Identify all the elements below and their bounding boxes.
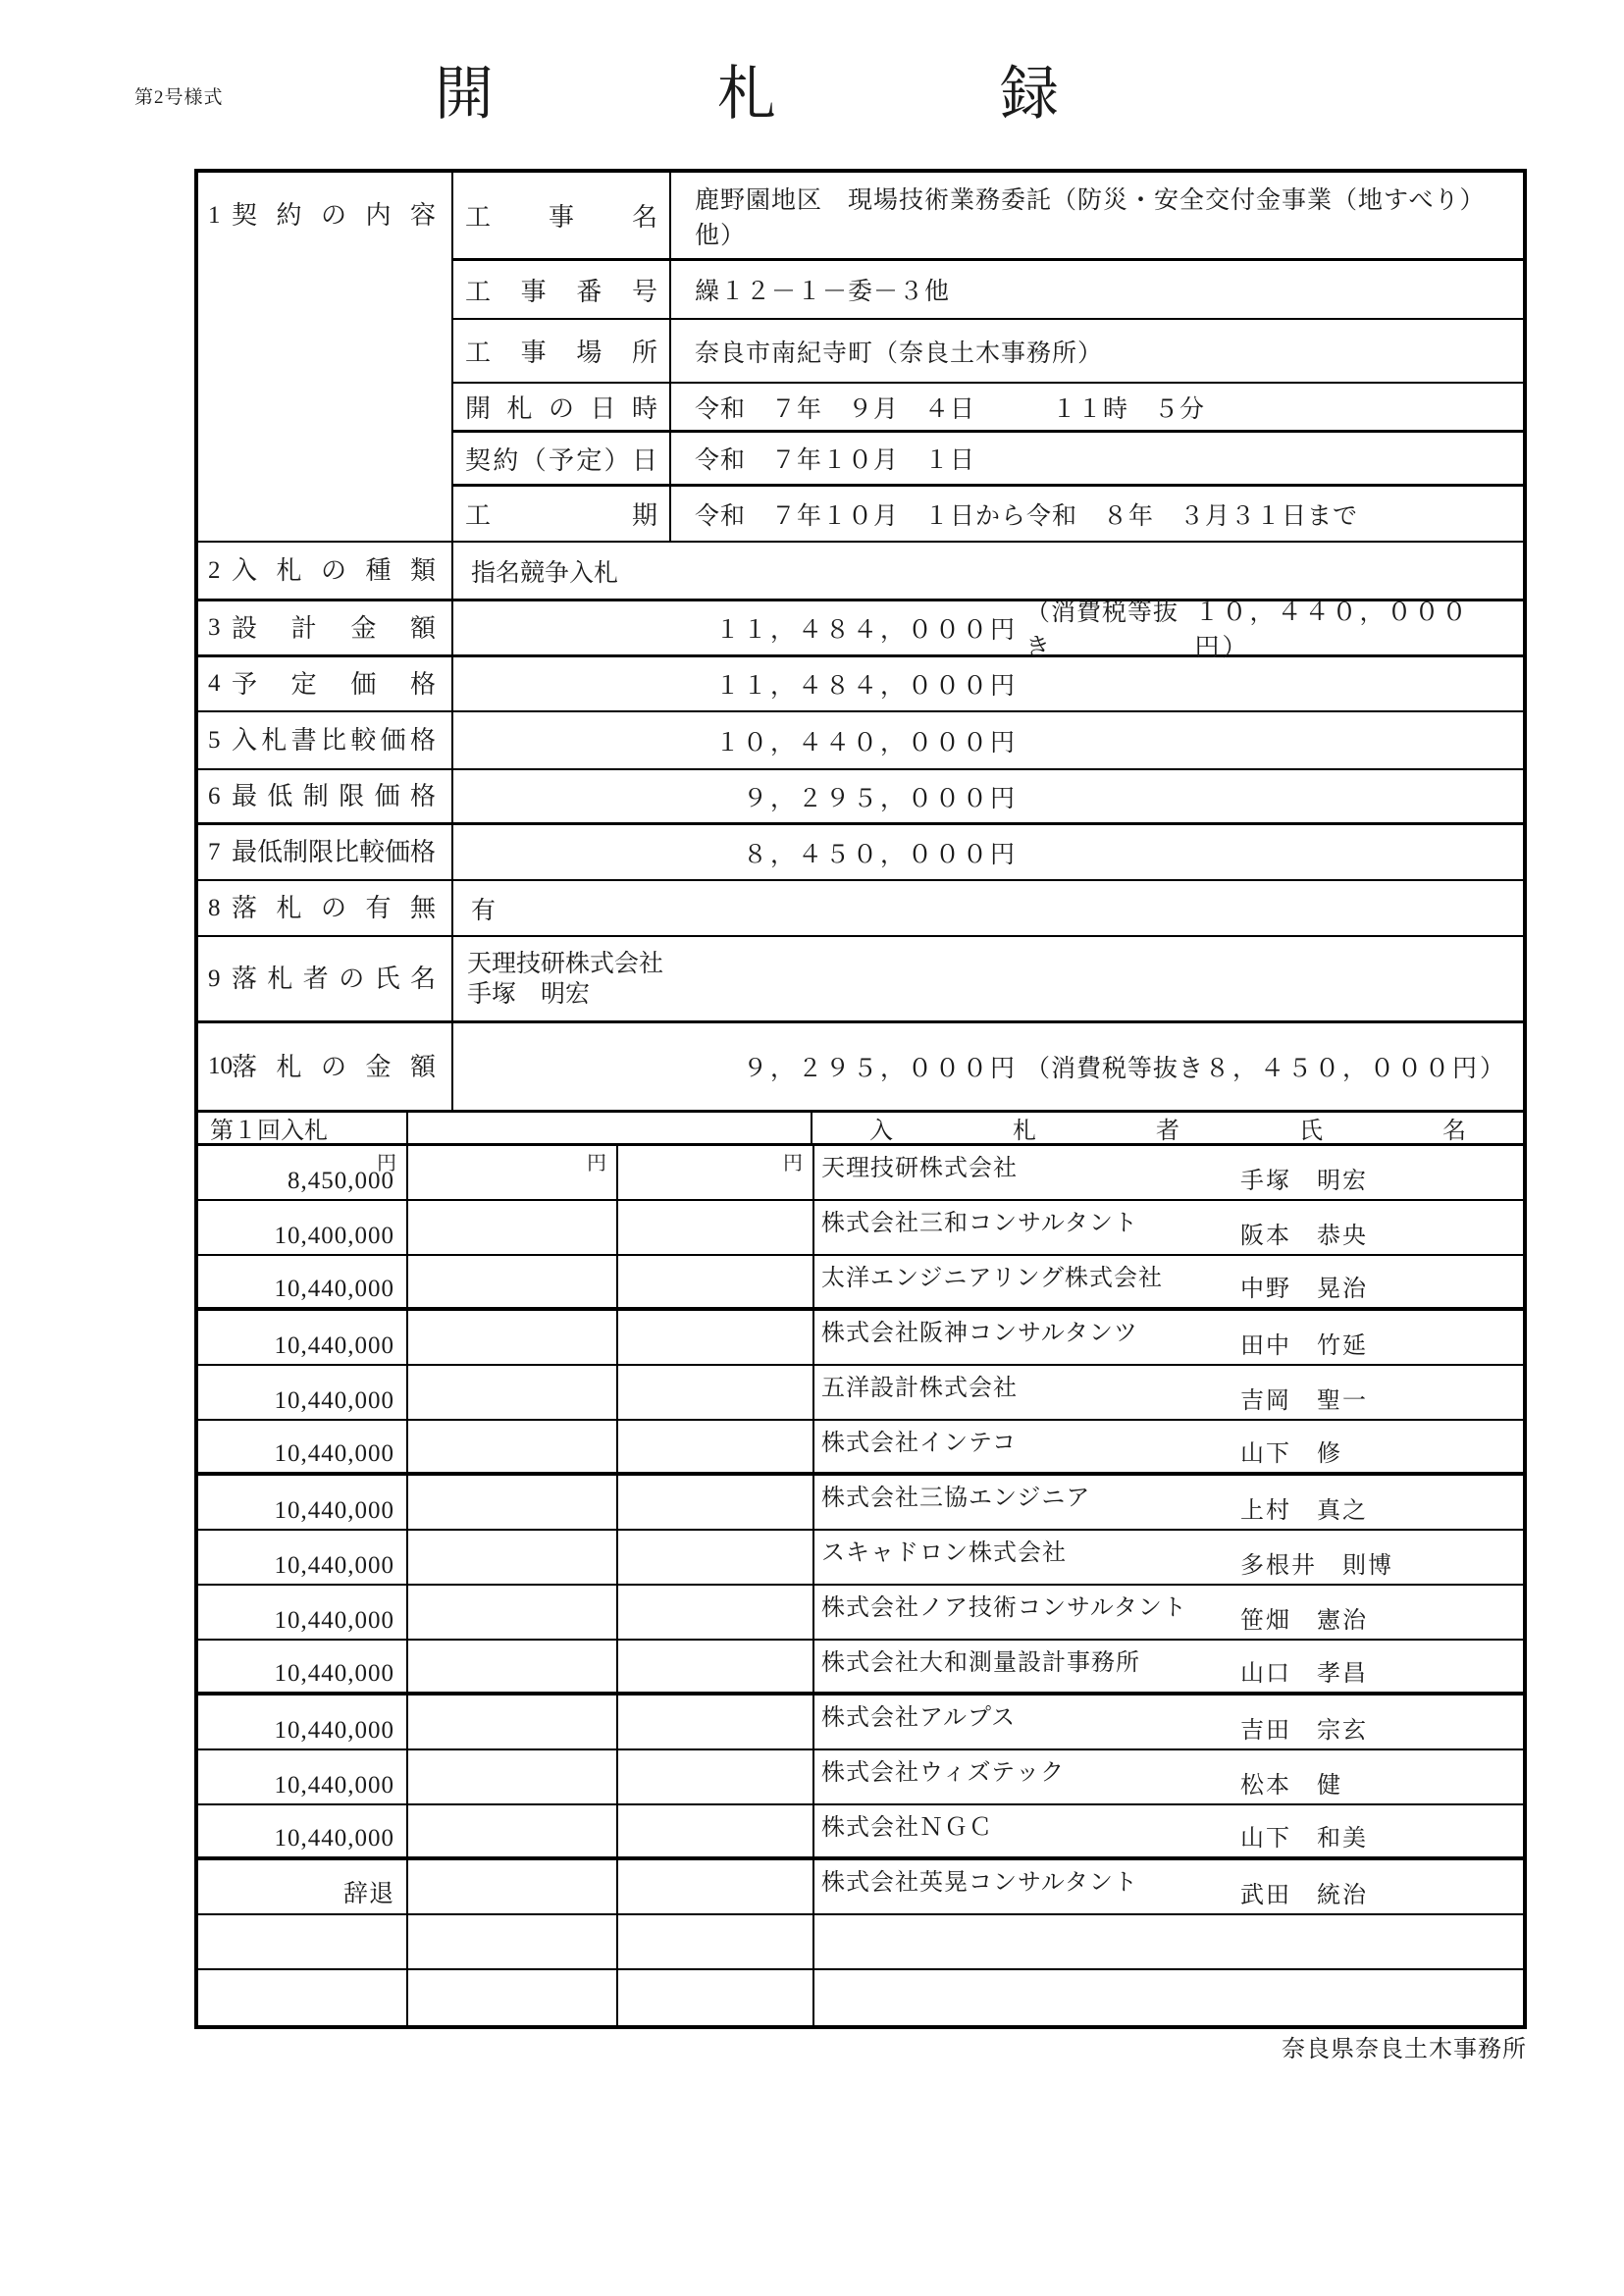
contract-date-row (453, 433, 1523, 487)
bidder-cell (814, 1476, 1523, 1529)
award-amount-label-cell (198, 1023, 453, 1110)
bidder-company: 株式会社英晃コンサルタント (821, 1870, 1138, 1896)
sub-label: 工事名 (465, 203, 657, 232)
row-label: 落札の有無 (232, 894, 436, 922)
bidder-company: 株式会社大和測量設計事務所 (821, 1650, 1140, 1676)
row-number: 3 (208, 614, 221, 641)
row-label: 落札者の氏名 (232, 965, 436, 993)
bid-amount-cell-2 (408, 1860, 618, 1913)
bid-row-withdrawn (198, 1860, 1523, 1915)
row-label: 予定価格 (232, 669, 436, 699)
sub-label: 開札の日時 (465, 394, 657, 423)
bid-amount-cell-2 (408, 1750, 618, 1803)
contract-sub-rows (453, 173, 1523, 541)
bid-amount-cell-3 (618, 1256, 814, 1307)
bid-amount: 10,440,000 (274, 1276, 394, 1302)
record-table (194, 169, 1527, 2029)
sub-label: 工事場所 (465, 339, 657, 367)
bid-amount: 8,450,000 (288, 1168, 394, 1194)
bid-type-label-cell (198, 543, 453, 599)
bid-amount: 10,440,000 (274, 1387, 394, 1414)
bidder-company: スキャドロン株式会社 (821, 1540, 1067, 1566)
bid-amount-cell-2 (408, 1146, 618, 1199)
winner-company: 天理技研株式会社 (467, 950, 664, 977)
contract-date-label (453, 433, 671, 484)
planned-price-row (198, 657, 1523, 712)
work-place-value: 奈良市南紀寺町（奈良土木事務所） (695, 339, 1104, 367)
work-number-row (453, 261, 1523, 320)
winner-name-label-cell (198, 937, 453, 1020)
work-name-label (453, 173, 671, 258)
bidder-representative: 山下 修 (1240, 1441, 1342, 1467)
award-existence-label-cell (198, 881, 453, 935)
bid-row (198, 1366, 1523, 1421)
amount: ９，２９５，０００円 (742, 1056, 1018, 1082)
bidder-representative: 吉岡 聖一 (1240, 1388, 1368, 1414)
bid-amount-cell (198, 1696, 408, 1748)
planned-price-value (453, 657, 1523, 710)
work-name-value: 鹿野園地区 現場技術業務委託（防災・安全交付金事業（地すべり）他） (695, 186, 1486, 249)
minimum-limit-price-label-cell (198, 770, 453, 822)
tax-excluded-label: （消費税等抜き (1025, 600, 1179, 661)
bid-amount-cell-3 (618, 1421, 814, 1472)
bid-amount-cell (198, 1586, 408, 1639)
bid-amount-cell-2 (408, 1531, 618, 1584)
bid-amount-cell (198, 1366, 408, 1419)
bid-amount-cell (198, 1641, 408, 1692)
bidder-cell (814, 1970, 1523, 2025)
tax-excluded-amount: ８，４５０，０００円） (1204, 1056, 1507, 1082)
bid-amount-cell-3 (618, 1311, 814, 1364)
award-existence-row (198, 881, 1523, 937)
minimum-limit-price-row (198, 770, 1523, 825)
bidder-cell (814, 1531, 1523, 1584)
bid-row (198, 1531, 1523, 1586)
bidder-company: 天理技研株式会社 (821, 1156, 1018, 1181)
bid-amount-cell-2 (408, 1256, 618, 1307)
design-amount-row (198, 600, 1523, 661)
bid-amount: 10,440,000 (274, 1607, 394, 1634)
bidder-cell (814, 1696, 1523, 1748)
bid-amount-cell-2 (408, 1970, 618, 2025)
work-number-label (453, 261, 671, 318)
contract-label-cell (198, 173, 453, 541)
bidder-company: 株式会社ＮＧＣ (821, 1815, 993, 1841)
tax-excluded-label: （消費税等抜き (1025, 1056, 1205, 1082)
bid-row (198, 1750, 1523, 1805)
bid-amount-cell-2 (408, 1476, 618, 1529)
bid-amount-cell-3 (618, 1146, 814, 1199)
bids-table (198, 1110, 1523, 2025)
bid-amount: 10,440,000 (274, 1332, 394, 1359)
work-number-value: 繰１２－１－委－３他 (695, 279, 951, 305)
row-number: 8 (208, 894, 221, 921)
form-number-label: 第2号様式 (134, 87, 224, 108)
bidder-representative: 山下 和美 (1240, 1826, 1368, 1852)
sub-label: 工事番号 (465, 277, 657, 306)
bid-amount-cell-2 (408, 1311, 618, 1364)
minimum-limit-price-value (453, 770, 1523, 822)
bidder-company: 株式会社アルプス (821, 1705, 1017, 1731)
bid-amount: 10,440,000 (274, 1497, 394, 1524)
bidder-cell (814, 1586, 1523, 1639)
row-number: 1 (208, 202, 221, 229)
bid-comparison-price-row (198, 712, 1523, 770)
bid-amount-cell (198, 1531, 408, 1584)
bidder-company: 株式会社ノア技術コンサルタント (821, 1595, 1187, 1621)
bidder-name-header (812, 1113, 1523, 1143)
winner-name-value (453, 937, 1523, 1020)
bid-amount-cell-2 (408, 1696, 618, 1748)
bid-amount-cell (198, 1476, 408, 1529)
work-name-row (453, 173, 1523, 261)
bid-amount-cell-3 (618, 1366, 814, 1419)
bid-amount-cell-3 (618, 1531, 814, 1584)
bidder-cell (814, 1146, 1523, 1199)
bid-row (198, 1256, 1523, 1311)
bid-amount-cell (198, 1970, 408, 2025)
bid-row (198, 1311, 1523, 1366)
bid-amount-cell (198, 1750, 408, 1803)
bid-amount: 10,440,000 (274, 1717, 394, 1744)
row-label: 落札の金額 (232, 1052, 436, 1081)
amount: １１，４８４，０００円 (714, 617, 1018, 644)
opening-datetime-row (453, 384, 1523, 433)
page-title: 開札録 (435, 62, 1283, 127)
bid-amount-cell (198, 1146, 408, 1199)
minimum-limit-comparison-label-cell (198, 825, 453, 879)
bid-amount: 10,440,000 (274, 1440, 394, 1467)
winner-representative: 手塚 明宏 (467, 980, 591, 1008)
bidder-cell (814, 1641, 1523, 1692)
bidder-representative: 上村 真之 (1240, 1498, 1368, 1524)
minimum-limit-comparison-price-row (198, 825, 1523, 881)
bid-amount-cell-2 (408, 1366, 618, 1419)
bidder-representative: 阪本 恭央 (1240, 1224, 1368, 1249)
bidder-cell (814, 1860, 1523, 1913)
bid-amount: 10,440,000 (274, 1552, 394, 1579)
bid-amount-cell (198, 1201, 408, 1254)
bid-amount-cell-3 (618, 1860, 814, 1913)
work-place-label (453, 320, 671, 382)
bid-amount-cell-3 (618, 1915, 814, 1968)
issuing-office-label: 奈良県奈良土木事務所 (1282, 2037, 1527, 2062)
amount: １１，４８４，０００円 (714, 673, 1018, 700)
bidder-cell (814, 1201, 1523, 1254)
bid-amount-cell-3 (618, 1750, 814, 1803)
contract-date-value: 令和 ７年１０月 １日 (695, 447, 976, 474)
amount: ８，４５０，０００円 (742, 841, 1018, 868)
work-period-value: 令和 ７年１０月 １日から令和 ８年 ３月３１日まで (695, 502, 1359, 530)
bid-comparison-price-value (453, 712, 1523, 768)
withdrawn-label: 辞退 (342, 1881, 394, 1907)
row-number: 9 (208, 965, 221, 992)
bidder-representative: 松本 健 (1240, 1773, 1342, 1799)
row-label: 契約の内容 (232, 201, 436, 230)
bids-header-row (198, 1113, 1523, 1146)
bid-row-empty (198, 1970, 1523, 2025)
row-number: 5 (208, 726, 221, 754)
row-number: 7 (208, 838, 221, 865)
bidder-representative: 手塚 明宏 (1240, 1169, 1368, 1194)
bid-comparison-price-label-cell (198, 712, 453, 768)
bidder-company: 株式会社インテコ (821, 1431, 1018, 1456)
bidder-representative: 武田 統治 (1240, 1883, 1368, 1908)
bid-amount-cell (198, 1860, 408, 1913)
tax-excluded-amount: １０，４４０，０００円） (1194, 600, 1470, 661)
bid-amount: 10,440,000 (274, 1825, 394, 1852)
bid-row-empty (198, 1915, 1523, 1970)
bidder-company: 株式会社三和コンサルタント (821, 1211, 1138, 1236)
bidder-representative: 吉田 宗玄 (1240, 1718, 1368, 1744)
bidder-company: 五洋設計株式会社 (821, 1376, 1018, 1401)
contract-section (198, 173, 1523, 543)
bidder-company: 株式会社阪神コンサルタンツ (821, 1321, 1138, 1346)
bidder-cell (814, 1311, 1523, 1364)
opening-datetime-value: 令和 ７年 ９月 ４日 １１時 ５分 (695, 395, 1206, 423)
bid-amount-cell (198, 1805, 408, 1856)
award-amount-row (198, 1023, 1523, 1110)
bid-amount-cell-3 (618, 1476, 814, 1529)
bid-amount-cell-3 (618, 1805, 814, 1856)
bid-amount-cell-2 (408, 1805, 618, 1856)
bidder-representative: 山口 孝昌 (1240, 1661, 1368, 1687)
amount: ９，２９５，０００円 (742, 785, 1018, 812)
bid-amount-cell-3 (618, 1201, 814, 1254)
bid-amount-cell-3 (618, 1696, 814, 1748)
row-label: 入札書比較価格 (232, 726, 436, 755)
row-number: 10 (208, 1053, 233, 1079)
bid-amount-cell (198, 1256, 408, 1307)
bid-row (198, 1476, 1523, 1531)
empty-header-cell (408, 1113, 812, 1143)
bidder-name-header-text: 入札者氏名 (869, 1119, 1466, 1144)
row-label: 最低制限比較価格 (232, 838, 437, 866)
bid-row (198, 1146, 1523, 1201)
bid-amount-cell (198, 1421, 408, 1472)
design-amount-label-cell (198, 601, 453, 654)
opening-datetime-label (453, 384, 671, 430)
bid-amount: 10,400,000 (274, 1223, 394, 1249)
bidder-company: 株式会社ウィズテック (821, 1760, 1066, 1786)
yen-unit-label: 円 (377, 1153, 396, 1174)
row-number: 2 (208, 556, 221, 584)
bid-row (198, 1805, 1523, 1860)
yen-unit-label: 円 (587, 1153, 606, 1174)
bidder-cell (814, 1256, 1523, 1307)
bid-amount-cell-3 (618, 1970, 814, 2025)
bidder-cell (814, 1915, 1523, 1968)
bidder-company: 株式会社三協エンジニア (821, 1486, 1091, 1511)
award-amount-value (453, 1023, 1523, 1110)
row-label: 入札の種類 (232, 556, 436, 585)
round-header: 第１回入札 (198, 1113, 408, 1143)
sub-label: 契約（予定）日 (465, 445, 657, 475)
row-number: 4 (208, 670, 221, 697)
design-amount-value (453, 600, 1523, 661)
bid-amount-cell-2 (408, 1201, 618, 1254)
bid-amount-cell (198, 1915, 408, 1968)
bid-amount-cell-2 (408, 1421, 618, 1472)
award-existence-value: 有 (471, 897, 497, 924)
bid-row (198, 1421, 1523, 1476)
planned-price-label-cell (198, 657, 453, 710)
bidder-representative: 多根井 則博 (1240, 1553, 1393, 1579)
bid-row (198, 1696, 1523, 1750)
winner-name-row (198, 937, 1523, 1023)
bid-amount-cell-2 (408, 1915, 618, 1968)
bid-row (198, 1641, 1523, 1696)
bidder-company: 太洋エンジニアリング株式会社 (821, 1266, 1163, 1291)
bid-row (198, 1586, 1523, 1641)
bid-amount: 10,440,000 (274, 1660, 394, 1687)
minimum-limit-comparison-value (453, 825, 1523, 879)
yen-unit-label: 円 (783, 1153, 803, 1174)
row-number: 6 (208, 782, 221, 809)
row-label: 設計金額 (232, 613, 436, 643)
work-period-label (453, 487, 671, 541)
bidder-cell (814, 1366, 1523, 1419)
bid-row (198, 1201, 1523, 1256)
bid-amount-cell-3 (618, 1586, 814, 1639)
bid-amount-cell-2 (408, 1641, 618, 1692)
work-period-row (453, 487, 1523, 541)
bidder-representative: 笹畑 憲治 (1240, 1608, 1368, 1634)
bidder-representative: 田中 竹延 (1240, 1333, 1368, 1359)
bid-amount-cell (198, 1311, 408, 1364)
bidder-cell (814, 1750, 1523, 1803)
bidder-cell (814, 1421, 1523, 1472)
amount: １０，４４０，０００円 (714, 729, 1018, 757)
bid-amount-cell-3 (618, 1641, 814, 1692)
bidder-cell (814, 1805, 1523, 1856)
bid-amount: 10,440,000 (274, 1772, 394, 1799)
work-place-row (453, 320, 1523, 384)
row-label: 最低制限価格 (232, 782, 436, 810)
bidder-representative: 中野 晃治 (1240, 1277, 1368, 1302)
sub-label: 工期 (465, 501, 657, 530)
bid-type-value: 指名競争入札 (471, 559, 619, 587)
bid-amount-cell-2 (408, 1586, 618, 1639)
